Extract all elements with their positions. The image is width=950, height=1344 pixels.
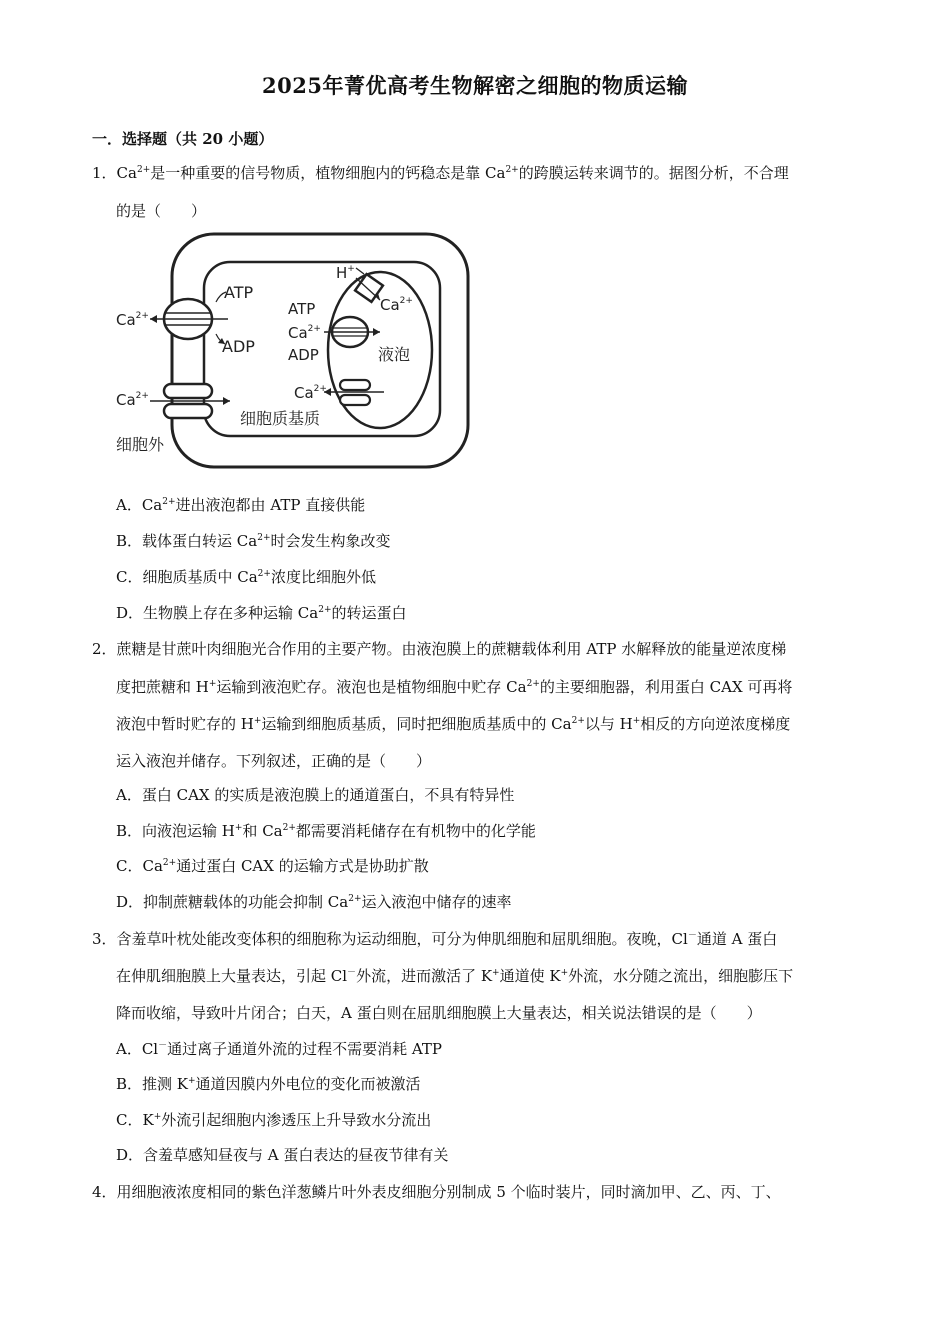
q3-line-2: 在伸肌细胞膜上大量表达，引起 Cl－外流，进而激活了 K+通道使 K+外流，水分随之流出，细胞膨压下 bbox=[116, 967, 794, 985]
q3-option-c: C．K+外流引起细胞内渗透压上升导致水分流出 bbox=[116, 1111, 432, 1129]
channel-bottom bbox=[164, 404, 212, 418]
cytoplasm-label: 细胞质基质 bbox=[240, 409, 321, 428]
q3-option-a: A．Cl－通过离子通道外流的过程不需要消耗 ATP bbox=[116, 1040, 443, 1058]
q2-line-3: 液泡中暂时贮存的 H+运输到细胞质基质，同时把细胞质基质中的 $Ca^{2+}$以与 H+相反的方向逆浓度梯度 bbox=[116, 715, 791, 733]
vacuole-channel-top bbox=[340, 380, 370, 390]
q3-line-1: 3．含羞草叶枕处能改变体积的细胞称为运动细胞，可分为伸肌细胞和屈肌细胞。夜晚，Cl－通道 A 蛋白 bbox=[92, 930, 778, 948]
q2-line-1: 2．蔗糖是甘蔗叶肉细胞光合作用的主要产物。由液泡膜上的蔗糖载体利用 ATP 水解释放的能量逆浓度梯 bbox=[92, 640, 787, 658]
adp-label-2: ADP bbox=[288, 346, 319, 364]
ca-label-low: $Ca^{2+}$ bbox=[294, 384, 327, 402]
q1-option-c: C．细胞质基质中 $Ca^{2+}$浓度比细胞外低 bbox=[116, 568, 376, 586]
q2-option-c: C．$Ca^{2+}$通过蛋白 CAX 的运输方式是协助扩散 bbox=[116, 857, 429, 875]
section-heading: 一．选择题（共 20 小题） bbox=[92, 130, 274, 148]
channel-top bbox=[164, 384, 212, 398]
q2-option-d: D．抑制蔗糖载体的功能会抑制 $Ca^{2+}$运入液泡中储存的速率 bbox=[116, 893, 512, 911]
outside-label: 细胞外 bbox=[116, 435, 165, 454]
atp-label-1: ATP bbox=[224, 283, 254, 302]
adp-label-1: ADP bbox=[222, 337, 255, 356]
calcium-transport-diagram bbox=[112, 228, 477, 473]
q4-line-1: 4．用细胞液浓度相同的紫色洋葱鳞片叶外表皮细胞分别制成 5 个临时装片，同时滴加甲、乙、丙、丁、 bbox=[92, 1183, 781, 1201]
q3-option-b: B．推测 K+通道因膜内外电位的变化而被激活 bbox=[116, 1075, 421, 1093]
atp-label-2: ATP bbox=[288, 300, 316, 318]
vacuole-label: 液泡 bbox=[378, 345, 411, 364]
h-label: H+ bbox=[336, 264, 355, 282]
q2-line-2: 度把蔗糖和 H+运输到液泡贮存。液泡也是植物细胞中贮存 $Ca^{2+}$的主要细胞器，利用蛋白 CAX 可再将 bbox=[116, 678, 793, 696]
ca-label-out-1: $Ca^{2+}$ bbox=[116, 311, 149, 329]
q1-option-a: A．$Ca^{2+}$进出液泡都由 ATP 直接供能 bbox=[116, 496, 366, 514]
ca-label-out-2: $Ca^{2+}$ bbox=[116, 391, 149, 409]
page-title: 2025年菁优高考生物解密之细胞的物质运输 bbox=[262, 73, 688, 98]
vacuole-channel-bottom bbox=[340, 395, 370, 405]
q2-option-a: A．蛋白 CAX 的实质是液泡膜上的通道蛋白，不具有特异性 bbox=[116, 786, 515, 804]
q2-line-4: 运入液泡并储存。下列叙述，正确的是（ ） bbox=[116, 752, 432, 770]
ca-label-mid: $Ca^{2+}$ bbox=[288, 324, 321, 342]
q1-line-1: 1．$Ca^{2+}$是一种重要的信号物质，植物细胞内的钙稳态是靠 $Ca^{2+}$的跨膜运转来调节的。据图分析，不合理 bbox=[92, 164, 789, 182]
q2-option-b: B．向液泡运输 H+和 $Ca^{2+}$都需要消耗储存在有机物中的化学能 bbox=[116, 822, 536, 840]
q1-line-2: 的是（ ） bbox=[116, 202, 207, 220]
q3-line-3: 降而收缩，导致叶片闭合；白天，A 蛋白则在屈肌细胞膜上大量表达，相关说法错误的是（ ） bbox=[116, 1004, 762, 1022]
q1-option-b: B．载体蛋白转运 $Ca^{2+}$时会发生构象改变 bbox=[116, 532, 391, 550]
ca-label-vac: $Ca^{2+}$ bbox=[380, 296, 413, 314]
q1-option-d: D．生物膜上存在多种运输 $Ca^{2+}$的转运蛋白 bbox=[116, 604, 407, 622]
q3-option-d: D．含羞草感知昼夜与 A 蛋白表达的昼夜节律有关 bbox=[116, 1146, 449, 1164]
